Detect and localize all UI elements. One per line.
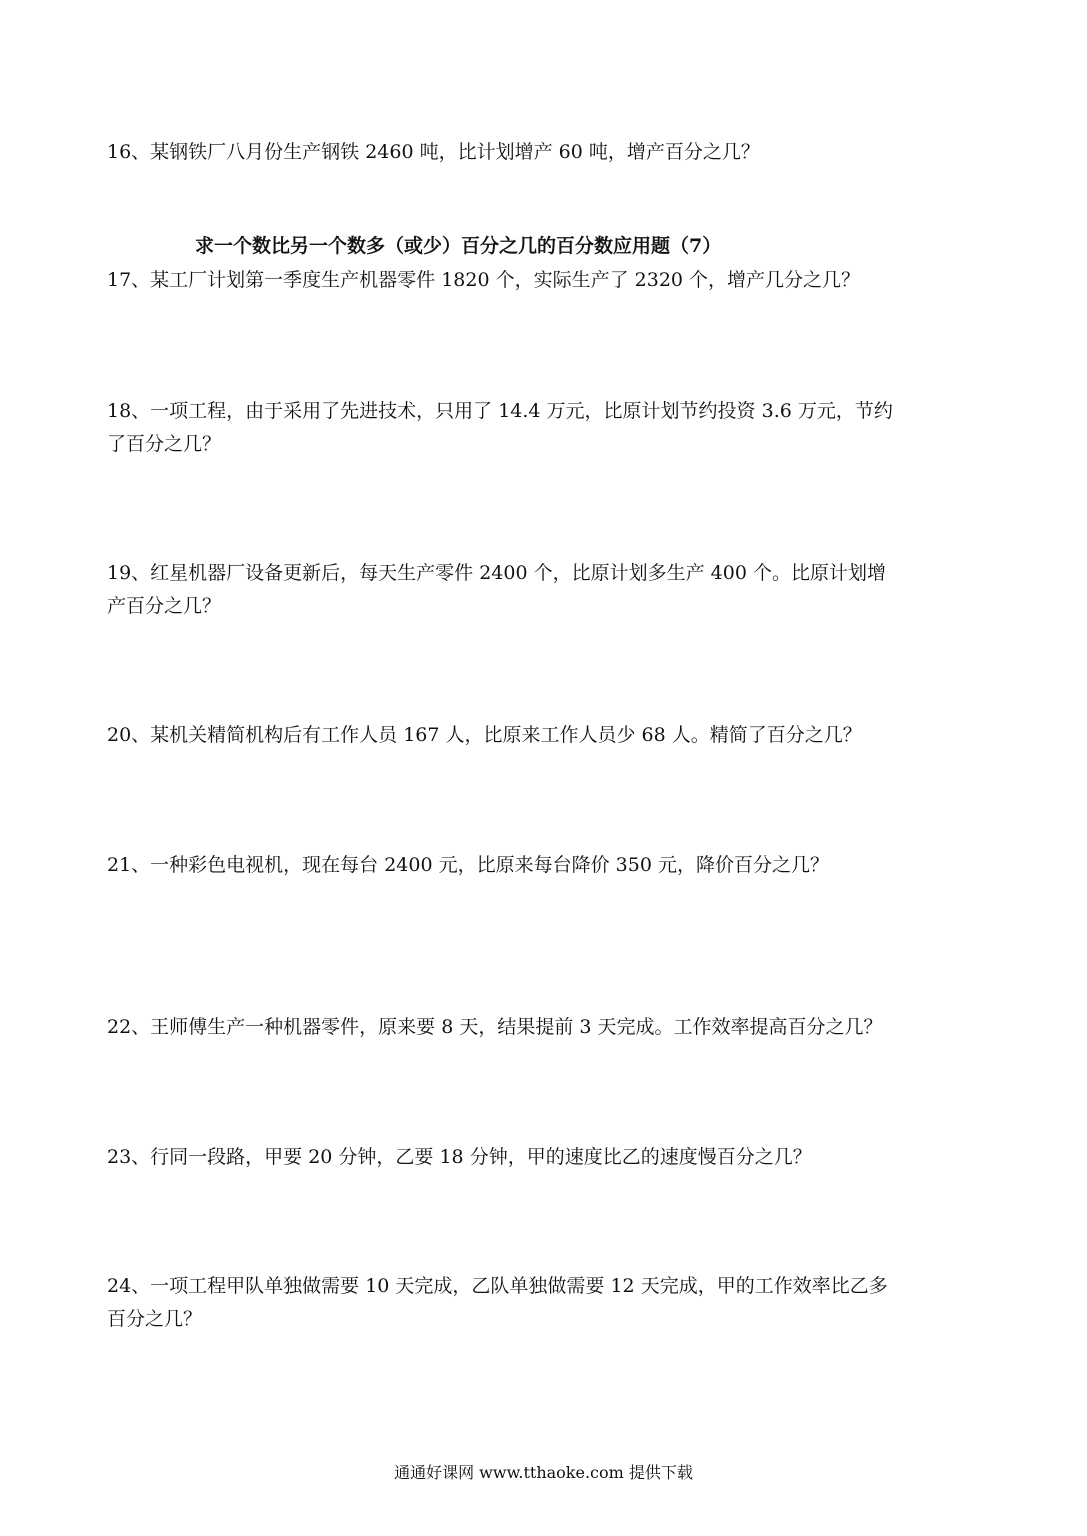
question-16-line-1: 16、某钢铁厂八月份生产钢铁 2460 吨，比计划增产 60 吨，增产百分之几？ — [107, 141, 760, 163]
question-21-line-1: 21、一种彩色电视机，现在每台 2400 元，比原来每台降价 350 元，降价百分之几？ — [107, 854, 829, 876]
section-heading: 求一个数比另一个数多（或少）百分之几的百分数应用题（7） — [195, 235, 722, 257]
question-18-line-2: 了百分之几？ — [107, 433, 222, 455]
question-22-line-1: 22、王师傅生产一种机器零件，原来要 8 天，结果提前 3 天完成。工作效率提高百分之几？ — [107, 1016, 883, 1038]
footer-credit: 通通好课网 www.tthaoke.com 提供下载 — [394, 1463, 693, 1482]
question-20-line-1: 20、某机关精简机构后有工作人员 167 人，比原来工作人员少 68 人。精简了百分之几？ — [107, 724, 862, 746]
question-18-line-1: 18、一项工程，由于采用了先进技术，只用了 14.4 万元，比原计划节约投资 3.6 万元，节约 — [107, 400, 893, 422]
question-24-line-2: 百分之几？ — [107, 1308, 203, 1330]
question-19-line-1: 19、红星机器厂设备更新后，每天生产零件 2400 个，比原计划多生产 400 个。比原计划增 — [107, 562, 886, 584]
question-17-line-1: 17、某工厂计划第一季度生产机器零件 1820 个，实际生产了 2320 个，增产几分之几？ — [107, 269, 861, 291]
question-24-line-1: 24、一项工程甲队单独做需要 10 天完成，乙队单独做需要 12 天完成，甲的工作效率比乙多 — [107, 1275, 888, 1297]
question-19-line-2: 产百分之几？ — [107, 595, 222, 617]
question-23-line-1: 23、行同一段路，甲要 20 分钟，乙要 18 分钟，甲的速度比乙的速度慢百分之几？ — [107, 1146, 812, 1168]
